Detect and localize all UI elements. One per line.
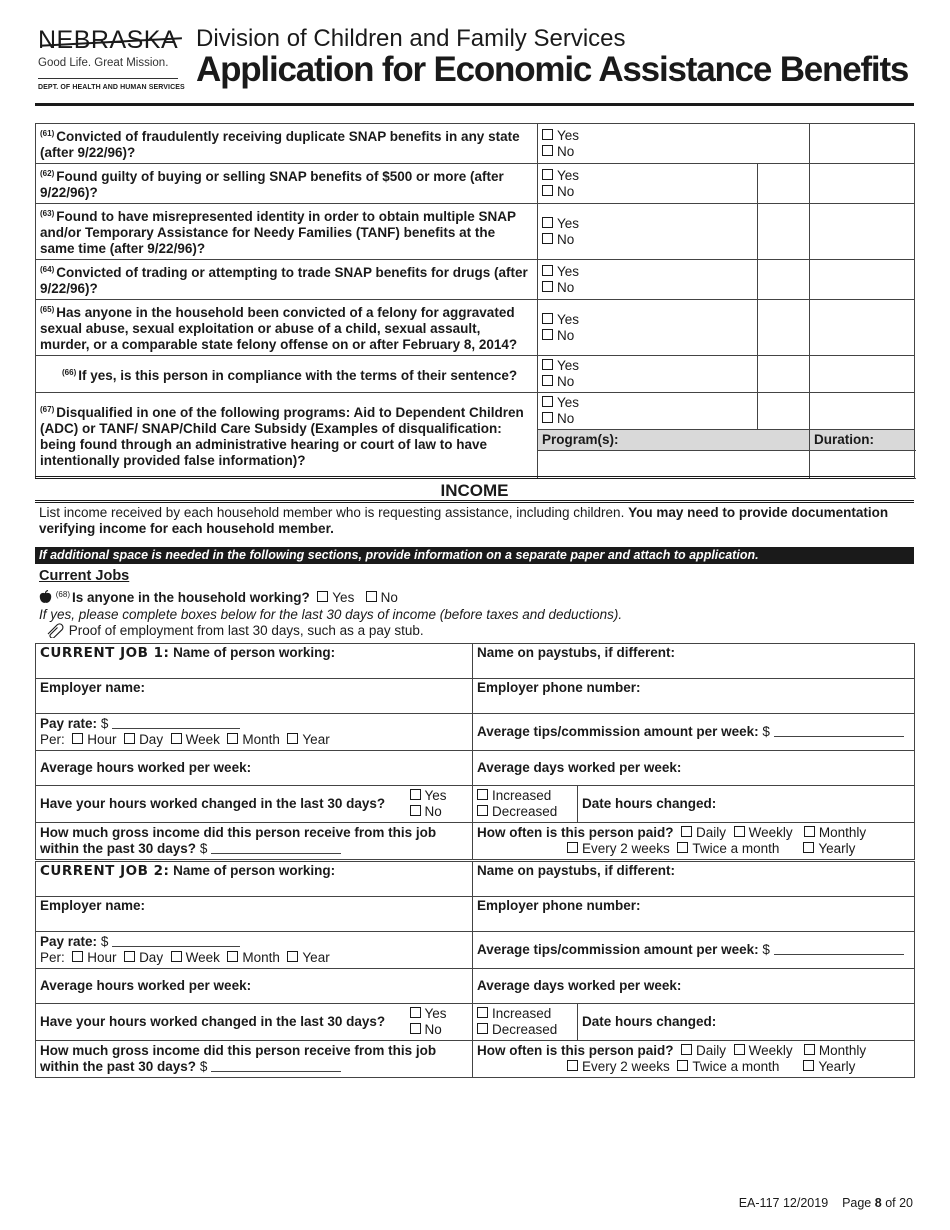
job1-hours-changed-answer[interactable]: Yes No (406, 786, 473, 823)
job2-pay-rate[interactable]: Pay rate: $ Per: Hour Day Week Month Year (36, 932, 473, 969)
answer-67[interactable]: Yes No (538, 393, 758, 430)
question-row-65 (36, 300, 915, 356)
job1-employer-phone[interactable]: Employer phone number: (473, 679, 915, 714)
question-row-62 (36, 164, 915, 204)
header-rule (35, 103, 914, 106)
job2-employer-phone[interactable]: Employer phone number: (473, 897, 915, 932)
disqualification-table (35, 123, 915, 479)
current-jobs-heading: Current Jobs (39, 568, 130, 584)
job1-avg-tips[interactable]: Average tips/commission amount per week: $ (473, 714, 915, 751)
job2-hours-changed: Have your hours worked changed in the last 30 days? (36, 1004, 406, 1041)
job2-avg-days[interactable]: Average days worked per week: (473, 969, 915, 1004)
job2-employer-name[interactable]: Employer name: (36, 897, 473, 932)
logo-department: DEPT. OF HEALTH AND HUMAN SERVICES (38, 84, 185, 91)
question-row-67 (36, 393, 915, 430)
question-row-61 (36, 124, 915, 164)
duration-label: Duration: (810, 430, 915, 451)
job1-hours-changed: Have your hours worked changed in the last 30 days? (36, 786, 406, 823)
apple-icon (39, 590, 52, 604)
duration-input[interactable] (810, 451, 915, 479)
job2-pay-frequency[interactable]: How often is this person paid? Daily Weekly Monthly Every 2 weeks Twice a month Yearly (473, 1041, 915, 1078)
question-61: $^{(61)}$ Convicted of fraudulently receiving duplicate SNAP benefits in any state (after 9/22/96)? (36, 124, 538, 164)
income-title: INCOME (440, 481, 509, 500)
question-row-66 (36, 356, 915, 393)
job2-date-changed[interactable]: Date hours changed: (578, 1004, 915, 1041)
question-67: $^{(67)}$ Disqualified in one of the following programs: Aid to Dependent Children (ADC) or TANF/ SNAP/Child Care Subsidy (Examples of disqualification: being found through an administrative hearing or court of law to have intentionally provided false information)? (36, 393, 538, 479)
question-68: $^{(68)}$ Is anyone in the household working? Yes No (39, 590, 398, 605)
question-64: $^{(64)}$ Convicted of trading or attempting to trade SNAP benefits for drugs (after 9/22/96)? (36, 260, 538, 300)
paperclip-icon (45, 622, 65, 638)
page-footer: EA-117 12/2019 Page 8 of 20 (738, 1196, 913, 1210)
job1-pay-frequency[interactable]: How often is this person paid? Daily Weekly Monthly Every 2 weeks Twice a month Yearly (473, 823, 915, 860)
programs-label: Program(s): (538, 430, 810, 451)
question-66: $^{(66)}$ If yes, is this person in compliance with the terms of their sentence? (36, 356, 538, 393)
job1-avg-days[interactable]: Average days worked per week: (473, 751, 915, 786)
job1-gross-income[interactable]: How much gross income did this person receive from this job within the past 30 days? $ (36, 823, 473, 860)
logo-tagline: Good Life. Great Mission. (38, 57, 169, 69)
question-65: $^{(65)}$ Has anyone in the household been convicted of a felony for aggravated sexual abuse, sexual exploitation or abuse of a child, sexual assault, murder, or a comparable state felony offense on or after February 8, 2014? (36, 300, 538, 356)
additional-space-banner: If additional space is needed in the following sections, provide information on a separate paper and attach to application. (35, 547, 914, 564)
job1-paystub-name[interactable]: Name on paystubs, if different: (473, 644, 915, 679)
job1-date-changed[interactable]: Date hours changed: (578, 786, 915, 823)
job1-pay-rate[interactable]: Pay rate: $ Per: Hour Day Week Month Year (36, 714, 473, 751)
answer-61[interactable]: Yes No (538, 124, 758, 164)
job2-increase-decrease[interactable]: Increased Decreased (473, 1004, 578, 1041)
job1-avg-hours[interactable]: Average hours worked per week: (36, 751, 473, 786)
current-job-1 (35, 643, 915, 860)
job2-avg-tips[interactable]: Average tips/commission amount per week: $ (473, 932, 915, 969)
answer-65[interactable]: Yes No (538, 300, 758, 356)
question-63: $^{(63)}$ Found to have misrepresented identity in order to obtain multiple SNAP and/or Temporary Assistance for Needy Families (TANF) benefits at the same time (after 9/22/96)? (36, 204, 538, 260)
question-62: $^{(62)}$ Found guilty of buying or selling SNAP benefits of $500 or more (after 9/22/96)? (36, 164, 538, 204)
logo-divider (38, 78, 178, 79)
q68-instructions: If yes, please complete boxes below for the last 30 days of income (before taxes and deductions). (39, 607, 623, 622)
division-name: Division of Children and Family Services (196, 25, 626, 52)
job1-employer-name[interactable]: Employer name: (36, 679, 473, 714)
programs-input[interactable] (538, 451, 810, 479)
job2-avg-hours[interactable]: Average hours worked per week: (36, 969, 473, 1004)
job2-gross-income[interactable]: How much gross income did this person receive from this job within the past 30 days? $ (36, 1041, 473, 1078)
page-title: Application for Economic Assistance Benefits (196, 50, 909, 89)
answer-62[interactable]: Yes No (538, 164, 758, 204)
current-job-2 (35, 861, 915, 1078)
q68-yes-checkbox[interactable] (317, 591, 328, 602)
question-row-63 (36, 204, 915, 260)
question-row-64 (36, 260, 915, 300)
income-intro: List income received by each household member who is requesting assistance, including children. You may need to provide documentation verifying income for each household member. (39, 505, 889, 536)
job2-hours-changed-answer[interactable]: Yes No (406, 1004, 473, 1041)
job1-increase-decrease[interactable]: Increased Decreased (473, 786, 578, 823)
answer-64[interactable]: Yes No (538, 260, 758, 300)
answer-66[interactable]: Yes No (538, 356, 758, 393)
logo-wordmark: NEBRASKA (38, 26, 179, 54)
answer-63[interactable]: Yes No (538, 204, 758, 260)
job1-person-name[interactable]: CURRENT JOB 1: Name of person working: (36, 644, 473, 679)
job2-person-name[interactable]: CURRENT JOB 2: Name of person working: (36, 862, 473, 897)
q68-no-checkbox[interactable] (366, 591, 377, 602)
job2-paystub-name[interactable]: Name on paystubs, if different: (473, 862, 915, 897)
proof-note: Proof of employment from last 30 days, such as a pay stub. (45, 622, 424, 638)
